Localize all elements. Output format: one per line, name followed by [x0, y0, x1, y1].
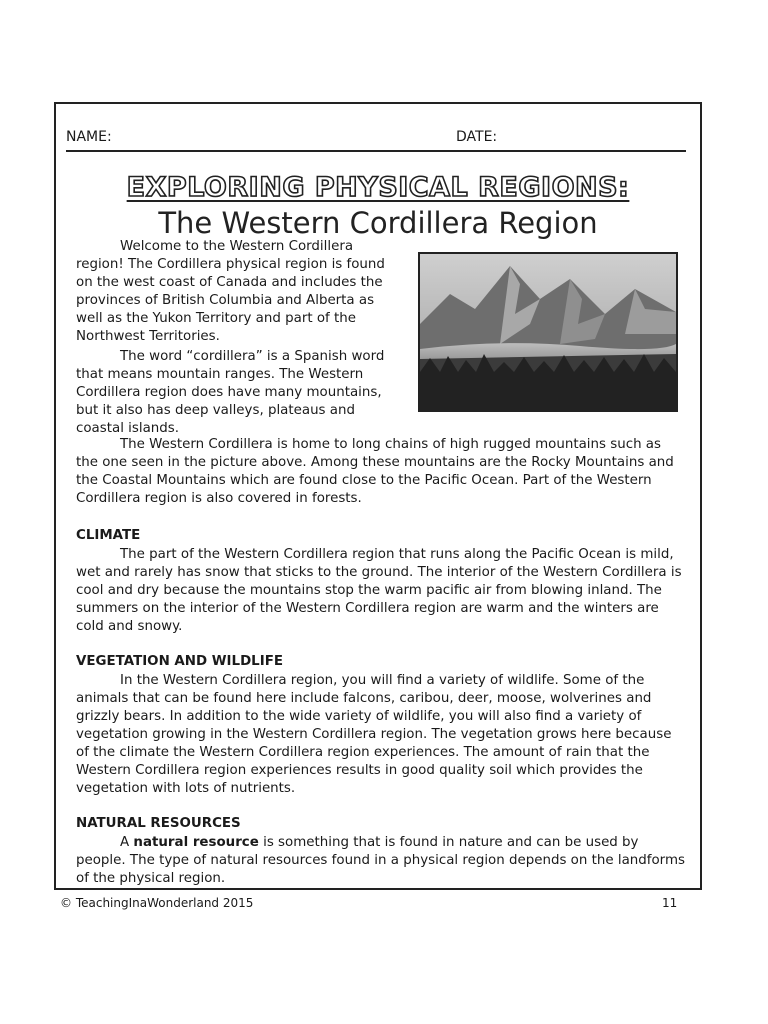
name-label: NAME: — [66, 129, 112, 145]
climate-paragraph: The part of the Western Cordillera region that runs along the Pacific Ocean is mild, wet and rarely has snow that sticks to the ground. The interior of the Western Cordillera is cool and dry because the mountains stop the warm pacific air from blowing inland. The summers on the interior of the Western Cordillera region are warm and the winters are cold and snowy. — [76, 547, 682, 634]
page-number: 11 — [662, 896, 678, 910]
natural-resource-term: natural resource — [133, 835, 259, 850]
resources-text: is something that is found in nature and can be used by people. The type of natural resources found in a physical region depends on the landforms of the physical region. — [76, 835, 685, 886]
mountain-lake-photo-icon — [420, 254, 676, 410]
date-label: DATE: — [456, 129, 498, 145]
name-date-row — [66, 126, 686, 152]
page-title: EXPLORING PHYSICAL REGIONS: — [126, 172, 630, 203]
resources-heading: NATURAL RESOURCES — [76, 816, 241, 831]
copyright-footer: © TeachingInaWonderland 2015 — [60, 896, 254, 910]
vegetation-heading: VEGETATION AND WILDLIFE — [76, 654, 283, 669]
worksheet-frame — [54, 102, 702, 890]
climate-heading: CLIMATE — [76, 528, 141, 543]
page-subtitle: The Western Cordillera Region — [158, 206, 598, 240]
resources-lead: A — [120, 835, 134, 850]
intro-paragraph-2: The word “cordillera” is a Spanish word that means mountain ranges. The Western Cordillera region does have many mountains, but it also has deep valleys, plateaus and coastal islands. — [76, 349, 385, 436]
mountain-lake-photo — [418, 252, 678, 412]
resources-paragraph — [76, 834, 686, 888]
intro-paragraph-3: The Western Cordillera is home to long chains of high rugged mountains such as the one seen in the picture above. Among these mountains are the Rocky Mountains and the Coastal Mountains which are found close to the Pacific Ocean. Part of the Western Cordillera region is also covered in forests. — [76, 437, 674, 506]
intro-paragraph-1: Welcome to the Western Cordillera region! The Cordillera physical region is found on the west coast of Canada and includes the provinces of British Columbia and Alberta as well as the Yukon Territory and part of the Northwest Territories. — [76, 239, 385, 344]
vegetation-paragraph: In the Western Cordillera region, you will find a variety of wildlife. Some of the animals that can be found here include falcons, caribou, deer, moose, wolverines and grizzly bears. In addition to the wide variety of wildlife, you will also find a variety of vegetation growing in the Western Cordillera region. The vegetation grows here because of the climate the Western Cordillera region experiences. The amount of rain that the Western Cordillera region experiences results in good quality soil which provides the vegetation with lots of nutrients. — [76, 673, 672, 796]
